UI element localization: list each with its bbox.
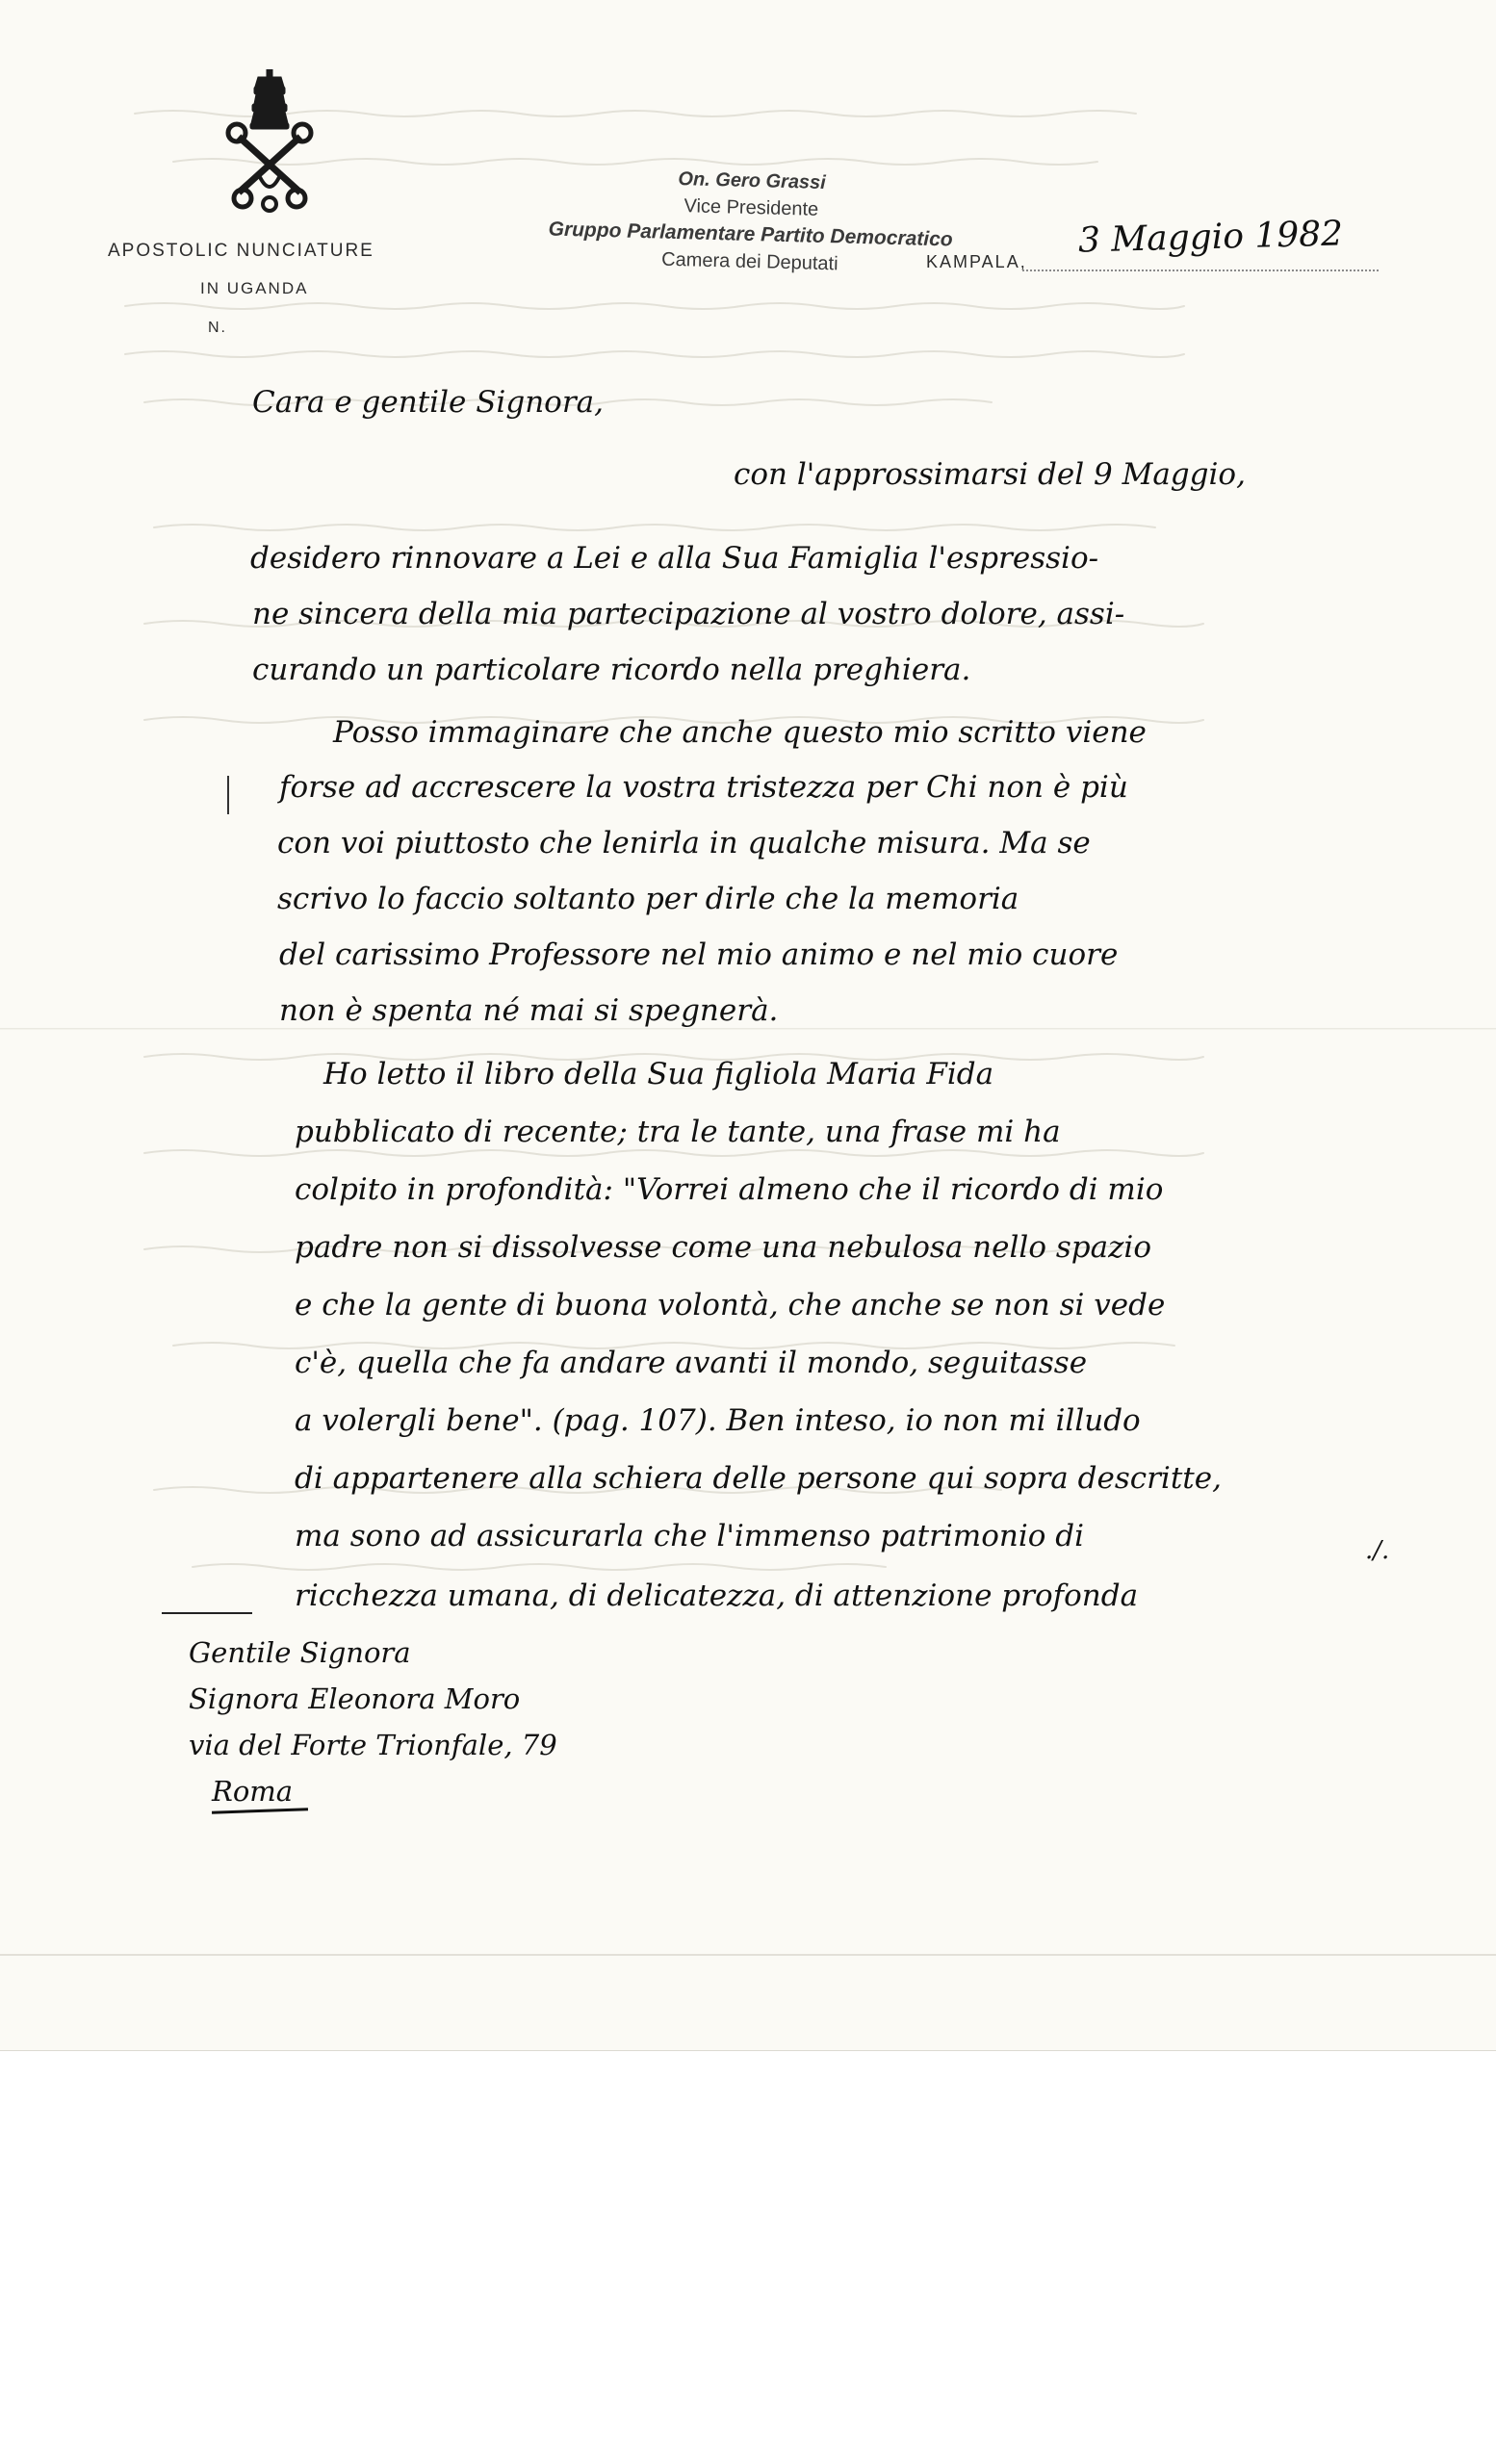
margin-mark	[227, 776, 229, 814]
body-line-5: Posso immaginare che anche questo mio scritto viene	[333, 715, 1147, 750]
address-line-1: Gentile Signora	[189, 1636, 411, 1669]
address-line-4: Roma	[212, 1775, 294, 1808]
continuation-mark: ./.	[1365, 1536, 1390, 1565]
body-line-9: del carissimo Professore nel mio animo e nel mio cuore	[279, 937, 1119, 972]
letterhead-nunciature: APOSTOLIC NUNCIATURE	[108, 241, 374, 261]
stamp-name: On. Gero Grassi	[678, 168, 827, 194]
letterhead-country: IN UGANDA	[200, 279, 309, 297]
body-line-8: scrivo lo faccio soltanto per dirle che la memoria	[277, 882, 1019, 916]
stamp-chamber: Camera dei Deputati	[660, 248, 838, 275]
body-line-11: Ho letto il libro della Sua figliola Maria Fida	[323, 1057, 994, 1091]
body-line-18: di appartenere alla schiera delle persone qui sopra descritte,	[295, 1461, 1222, 1496]
body-line-15: e che la gente di buona volontà, che anche se non si vede	[295, 1288, 1166, 1322]
body-line-6: forse ad accrescere la vostra tristezza per Chi non è più	[279, 770, 1128, 805]
letterhead-ref: N.	[208, 320, 227, 336]
body-line-4: curando un particolare ricordo nella preghiera.	[252, 653, 971, 687]
body-line-17: a volergli bene". (pag. 107). Ben inteso, io non mi illudo	[295, 1403, 1141, 1438]
body-line-14: padre non si dissolvesse come una nebulosa nello spazio	[295, 1230, 1151, 1265]
papal-coat-of-arms-icon	[221, 69, 318, 214]
body-line-2: desidero rinnovare a Lei e alla Sua Famiglia l'espressio-	[250, 541, 1099, 576]
body-line-1: con l'approssimarsi del 9 Maggio,	[734, 457, 1246, 492]
stamp-role: Vice Presidente	[684, 195, 819, 220]
page-bottom-edge	[0, 1954, 1496, 1956]
address-line-2: Signora Eleonora Moro	[189, 1682, 521, 1715]
body-line-7: con voi piuttosto che lenirla in qualche misura. Ma se	[277, 826, 1091, 860]
body-line-16: c'è, quella che fa andare avanti il mondo, seguitasse	[295, 1346, 1088, 1380]
letterhead-city: KAMPALA,	[926, 252, 1027, 271]
stamp-group: Gruppo Parlamentare Partito Democratico	[548, 218, 953, 251]
letter-date: 3 Maggio 1982	[1077, 214, 1344, 261]
body-line-13: colpito in profondità: "Vorrei almeno che il ricordo di mio	[295, 1172, 1164, 1207]
body-line-10: non è spenta né mai si spegnerà.	[279, 993, 779, 1028]
body-line-20: ricchezza umana, di delicatezza, di attenzione profonda	[295, 1578, 1139, 1613]
salutation: Cara e gentile Signora,	[252, 385, 604, 420]
address-line-3: via del Forte Trionfale, 79	[189, 1729, 557, 1761]
date-dotted-line	[1022, 270, 1379, 271]
footer-rule	[162, 1612, 252, 1614]
body-line-19: ma sono ad assicurarla che l'immenso patrimonio di	[295, 1519, 1085, 1553]
body-line-3: ne sincera della mia partecipazione al vostro dolore, assi-	[252, 597, 1125, 631]
body-line-12: pubblicato di recente; tra le tante, una frase mi ha	[295, 1115, 1061, 1149]
